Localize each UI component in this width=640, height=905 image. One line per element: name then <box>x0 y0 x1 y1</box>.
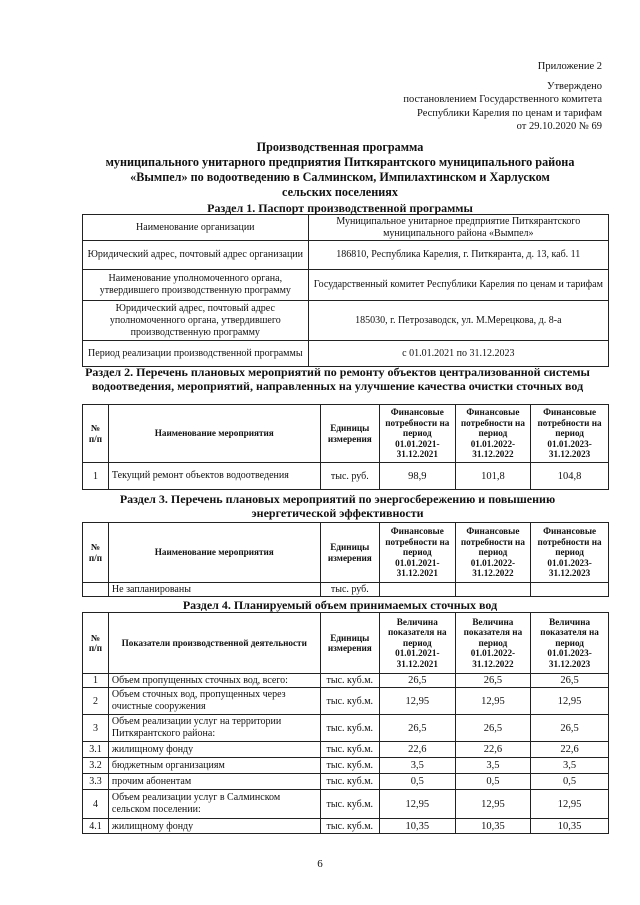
cell-year1: 0,5 <box>380 774 456 790</box>
col-year1: Величина показателя на период 01.01.2021-31.12.2021 <box>380 613 456 674</box>
cell-name: Объем реализации услуг на территории Питкярантского района: <box>108 715 320 742</box>
cell-num: 1 <box>83 463 109 490</box>
table-row <box>83 688 609 715</box>
cell-year2: 0,5 <box>455 774 531 790</box>
col-year3: Финансовые потребности на период 01.01.2023-31.12.2023 <box>531 405 609 463</box>
table-row <box>83 301 609 341</box>
table-row <box>83 463 609 490</box>
cell-num: 4 <box>83 790 109 819</box>
cell-num: 3.1 <box>83 742 109 758</box>
cell-year2: 10,35 <box>455 819 531 834</box>
col-num: № п/п <box>83 613 109 674</box>
cell-num: 3 <box>83 715 109 742</box>
cell-unit: тыс. куб.м. <box>320 790 379 819</box>
cell-unit: тыс. куб.м. <box>320 715 379 742</box>
cell-year3 <box>531 583 609 597</box>
cell-year3: 12,95 <box>531 688 609 715</box>
cell-name: Объем пропущенных сточных вод, всего: <box>108 674 320 688</box>
title-line-3: «Вымпел» по водоотведению в Салминском, Импилахтинском и Харлуском <box>130 170 550 184</box>
cell-year1 <box>380 583 456 597</box>
passport-label: Наименование уполномоченного органа, утвердившего производственную программу <box>83 270 309 301</box>
cell-unit: тыс. куб.м. <box>320 688 379 715</box>
passport-label: Период реализации производственной программы <box>83 341 309 367</box>
cell-name: жилищному фонду <box>108 819 320 834</box>
passport-label: Юридический адрес, почтовый адрес организации <box>83 241 309 270</box>
col-name: Наименование мероприятия <box>108 523 320 583</box>
cell-unit: тыс. куб.м. <box>320 758 379 774</box>
table-row <box>83 270 609 301</box>
table-row <box>83 583 609 597</box>
cell-year3: 104,8 <box>531 463 609 490</box>
cell-unit: тыс. руб. <box>320 583 379 597</box>
col-num: № п/п <box>83 405 109 463</box>
cell-year2: 26,5 <box>455 715 531 742</box>
passport-table <box>82 214 609 367</box>
cell-year3: 22,6 <box>531 742 609 758</box>
col-year3: Финансовые потребности на период 01.01.2023-31.12.2023 <box>531 523 609 583</box>
section2-heading: Раздел 2. Перечень плановых мероприятий по ремонту объектов централизованной системы водоотведения, мероприятий, направленных на улучшение качества очистки сточных вод <box>85 365 590 393</box>
cell-year3: 26,5 <box>531 674 609 688</box>
cell-year3: 26,5 <box>531 715 609 742</box>
approval-approved: Утверждено <box>547 80 602 92</box>
table-row <box>83 774 609 790</box>
col-year1: Финансовые потребности на период 01.01.2021-31.12.2021 <box>380 523 456 583</box>
cell-num: 1 <box>83 674 109 688</box>
cell-unit: тыс. куб.м. <box>320 742 379 758</box>
cell-year2: 12,95 <box>455 790 531 819</box>
col-year1: Финансовые потребности на период 01.01.2021-31.12.2021 <box>380 405 456 463</box>
cell-num: 3.3 <box>83 774 109 790</box>
table-row <box>83 758 609 774</box>
cell-year1: 10,35 <box>380 819 456 834</box>
cell-year1: 26,5 <box>380 715 456 742</box>
approval-date: от 29.10.2020 № 69 <box>516 121 602 132</box>
cell-name: Объем реализации услуг в Салминском сельском поселении: <box>108 790 320 819</box>
cell-name: бюджетным организациям <box>108 758 320 774</box>
approval-resolution: постановлением Государственного комитета <box>403 94 602 105</box>
table-row <box>83 742 609 758</box>
col-unit: Единицы измерения <box>320 523 379 583</box>
cell-year3: 12,95 <box>531 790 609 819</box>
title-line-4: сельских поселениях <box>282 185 398 199</box>
col-year2: Финансовые потребности на период 01.01.2022-31.12.2022 <box>455 405 531 463</box>
section1-heading: Раздел 1. Паспорт производственной программы <box>207 201 473 215</box>
cell-year1: 26,5 <box>380 674 456 688</box>
table-row <box>83 215 609 241</box>
cell-year2: 26,5 <box>455 674 531 688</box>
passport-value: с 01.01.2021 по 31.12.2023 <box>308 341 608 367</box>
cell-unit: тыс. руб. <box>320 463 379 490</box>
title-line-1: Производственная программа <box>256 140 424 154</box>
col-year2: Финансовые потребности на период 01.01.2022-31.12.2022 <box>455 523 531 583</box>
passport-label: Наименование организации <box>83 215 309 241</box>
table-row <box>83 819 609 834</box>
approval-block <box>342 60 602 134</box>
cell-year2: 3,5 <box>455 758 531 774</box>
col-year2: Величина показателя на период 01.01.2022-31.12.2022 <box>455 613 531 674</box>
col-unit: Единицы измерения <box>320 613 379 674</box>
cell-name: Объем сточных вод, пропущенных через очистные сооружения <box>108 688 320 715</box>
cell-year2: 22,6 <box>455 742 531 758</box>
section3-heading: Раздел 3. Перечень плановых мероприятий по энергосбережению и повышению энергетической эффективности <box>119 492 556 520</box>
cell-year3: 10,35 <box>531 819 609 834</box>
volume-table <box>82 612 609 834</box>
cell-year1: 98,9 <box>380 463 456 490</box>
cell-year2: 101,8 <box>455 463 531 490</box>
cell-year1: 12,95 <box>380 790 456 819</box>
cell-year1: 3,5 <box>380 758 456 774</box>
cell-name: Не запланированы <box>108 583 320 597</box>
cell-year3: 3,5 <box>531 758 609 774</box>
cell-year2: 12,95 <box>455 688 531 715</box>
cell-num <box>83 583 109 597</box>
passport-value: Государственный комитет Республики Карелия по ценам и тарифам <box>308 270 608 301</box>
table-row <box>83 790 609 819</box>
table-header-row <box>83 523 609 583</box>
col-year3: Величина показателя на период 01.01.2023-31.12.2023 <box>531 613 609 674</box>
cell-num: 4.1 <box>83 819 109 834</box>
approval-committee: Республики Карелия по ценам и тарифам <box>417 107 602 119</box>
page-title <box>60 140 620 200</box>
repair-table <box>82 404 609 490</box>
col-name: Наименование мероприятия <box>108 405 320 463</box>
table-header-row <box>83 613 609 674</box>
cell-unit: тыс. куб.м. <box>320 819 379 834</box>
approval-appendix: Приложение 2 <box>537 61 602 72</box>
cell-year1: 22,6 <box>380 742 456 758</box>
passport-value: 185030, г. Петрозаводск, ул. М.Мерецкова, д. 8-а <box>308 301 608 341</box>
table-row <box>83 241 609 270</box>
col-unit: Единицы измерения <box>320 405 379 463</box>
cell-year1: 12,95 <box>380 688 456 715</box>
cell-num: 3.2 <box>83 758 109 774</box>
table-row <box>83 674 609 688</box>
page-number: 6 <box>317 858 323 870</box>
cell-unit: тыс. куб.м. <box>320 674 379 688</box>
cell-num: 2 <box>83 688 109 715</box>
table-row <box>83 715 609 742</box>
col-name: Показатели производственной деятельности <box>108 613 320 674</box>
passport-value: Муниципальное унитарное предприятие Питкярантского муниципального района «Вымпел» <box>308 215 608 241</box>
col-num: № п/п <box>83 523 109 583</box>
table-header-row <box>83 405 609 463</box>
table-row <box>83 341 609 367</box>
section4-heading: Раздел 4. Планируемый объем принимаемых сточных вод <box>182 598 498 612</box>
cell-name: жилищному фонду <box>108 742 320 758</box>
cell-year2 <box>455 583 531 597</box>
energy-table <box>82 522 609 597</box>
title-line-2: муниципального унитарного предприятия Питкярантского муниципального района <box>105 155 575 169</box>
cell-name: прочим абонентам <box>108 774 320 790</box>
cell-year3: 0,5 <box>531 774 609 790</box>
cell-name: Текущий ремонт объектов водоотведения <box>108 463 320 490</box>
passport-value: 186810, Республика Карелия, г. Питкяранта, д. 13, каб. 11 <box>308 241 608 270</box>
cell-unit: тыс. куб.м. <box>320 774 379 790</box>
passport-label: Юридический адрес, почтовый адрес уполномоченного органа, утвердившего производственную программу <box>83 301 309 341</box>
